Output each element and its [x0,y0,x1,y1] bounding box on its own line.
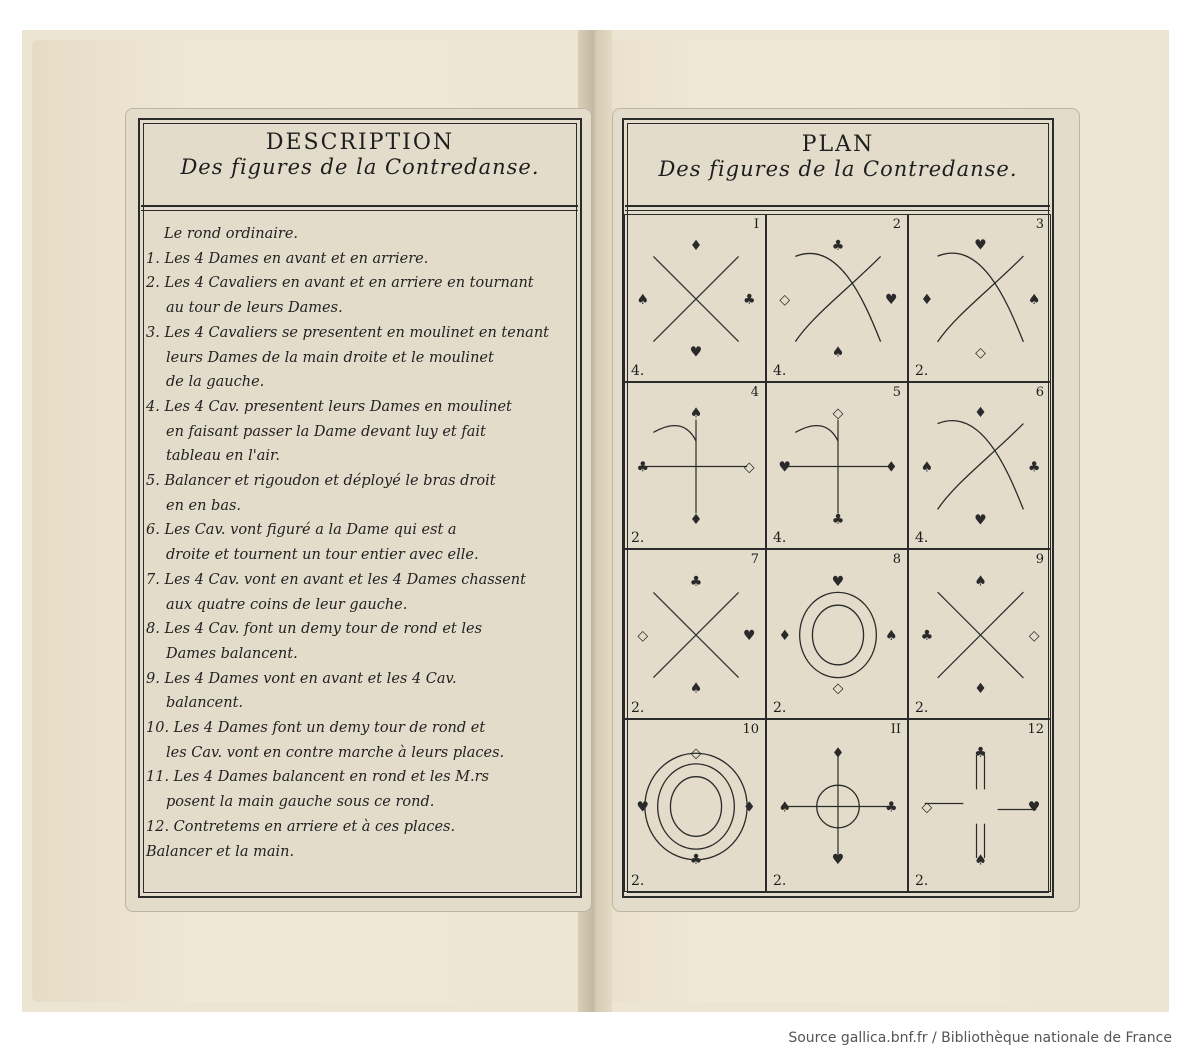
description-line: Dames balancent. [166,645,298,662]
dancer-mark: ♣ [742,292,756,308]
dancer-mark: ♦ [689,238,703,255]
dancer-mark: ♣ [636,459,650,476]
description-line: Le rond ordinaire. [164,226,299,242]
dancer-mark: ◇ [921,799,933,816]
dancer-mark: ♣ [689,574,703,591]
path-circle [645,753,747,860]
dancer-mark: ◇ [832,405,844,422]
path-curve [938,256,1024,342]
left-heading [140,130,580,179]
figure-diagram [909,720,1051,892]
path-curve [653,426,696,441]
figure-diagram [909,550,1051,719]
dancer-mark: ♦ [920,292,934,308]
figure-corner-mark: 2. [915,363,929,379]
dancer-mark: ♥ [689,344,703,361]
dancer-mark: ♥ [974,237,987,254]
dancer-mark: ♦ [778,628,792,644]
description-line: 10. Les 4 Dames font un demy tour de rond et [146,720,486,737]
dancer-mark: ♠ [920,459,934,476]
figure-number: 5 [892,385,901,400]
figure-corner-mark: 2. [915,700,929,716]
dancer-mark: ♥ [742,628,756,644]
figure-corner-mark: 4. [773,530,787,546]
heading-divider [625,205,1050,207]
description-line: 5. Balancer et rigoudon et déployé le bras droit [146,473,496,490]
path-curve [795,256,880,341]
dancer-mark: ♦ [884,459,898,476]
figure-diagram [767,383,908,549]
dancer-mark: ♣ [831,512,845,529]
description-line: au tour de leurs Dames. [166,300,343,317]
dancer-mark: ◇ [743,459,755,476]
description-line: 1. Les 4 Dames en avant et en arriere. [146,250,429,267]
description-line: 11. Les 4 Dames balancent en rond et les M.rs [146,769,489,786]
figure-corner-mark: 2. [631,700,645,716]
heading-divider-inner [141,210,578,211]
dancer-mark: ♦ [974,680,987,697]
figure-corner-mark: 4. [631,363,645,379]
figure-cell [908,549,1051,719]
dancer-mark: ♣ [1027,459,1041,476]
figure-corner-mark: 2. [631,530,645,546]
dancer-mark: ◇ [832,680,844,697]
dancer-mark: ♥ [778,459,792,476]
page-subtitle: Des figures de la Contredanse. [180,155,540,179]
figure-cell [766,214,908,382]
figure-number: 2 [892,217,901,232]
description-line: 12. Contretems en arriere et à ces places. [146,818,456,835]
path-circle [670,777,721,837]
description-line: en en bas. [166,497,242,514]
figure-corner-mark: 2. [915,873,929,889]
figure-cell [624,549,766,719]
dancer-mark: ♦ [974,405,987,422]
description-line: en faisant passer la Dame devant luy et fait [166,423,486,440]
figure-number: 6 [1035,385,1044,400]
figure-diagram [625,215,766,382]
figure-diagram [767,720,908,892]
dancer-mark: ♥ [974,512,987,529]
figure-cell [624,719,766,892]
description-line: droite et tournent un tour entier avec elle. [166,547,479,564]
dancer-mark: ♠ [974,852,987,869]
description-line: 3. Les 4 Cavaliers se presentent en moulinet en tenant [146,324,549,341]
figure-diagram [767,215,908,382]
description-line: 6. Les Cav. vont figuré a la Dame qui est a [146,522,457,539]
dancer-mark: ♥ [831,852,845,869]
figure-cell [766,549,908,719]
dancer-mark: ♥ [636,799,650,816]
figure-number: 12 [1027,722,1044,737]
dancer-mark: ♠ [1027,292,1041,308]
dancer-mark: ◇ [690,745,702,762]
dancer-mark: ♠ [689,405,703,422]
description-line: 2. Les 4 Cavaliers en avant et en arriere en tournant [146,275,534,292]
description-line: tableau en l'air. [166,448,280,465]
figure-cell [766,382,908,549]
figure-corner-mark: 2. [773,700,787,716]
figure-number: 3 [1035,217,1044,232]
dancer-mark: ♠ [636,292,650,308]
figure-plan-grid [624,214,1051,892]
figure-diagram [909,383,1051,549]
figure-corner-mark: 2. [773,873,787,889]
dancer-mark: ♥ [831,574,845,591]
figure-cell [766,719,908,892]
figure-corner-mark: 4. [773,363,787,379]
figure-diagram [909,215,1051,382]
figure-number: 8 [892,552,901,567]
description-line: Balancer et la main. [146,843,295,860]
figure-corner-mark: 2. [631,873,645,889]
dancer-mark: ♠ [689,680,703,697]
dancer-mark: ◇ [637,628,649,644]
figure-corner-mark: 4. [915,530,929,546]
dancer-mark: ◇ [975,344,986,361]
figure-number: 9 [1035,552,1044,567]
dancer-mark: ♦ [689,512,703,529]
description-line: aux quatre coins de leur gauche. [166,596,408,613]
dancer-mark: ♦ [831,745,845,762]
dancer-mark: ♣ [689,852,703,869]
dancer-mark: ♦ [742,799,756,816]
description-line: 8. Les 4 Cav. font un demy tour de rond et les [146,621,483,638]
figure-cell [624,214,766,382]
description-line: 4. Les 4 Cav. presentent leurs Dames en moulinet [146,398,512,415]
figure-cell [908,382,1051,549]
path-circle [812,605,863,665]
figure-number: 7 [750,552,759,567]
figure-cell [908,214,1051,382]
dancer-mark: ♠ [884,628,898,644]
dancer-mark: ◇ [779,292,791,308]
dancer-mark: ♣ [884,799,898,816]
description-line: 7. Les 4 Cav. vont en avant et les 4 Dames chassent [146,571,526,588]
dancer-mark: ♠ [974,573,987,590]
source-credit: Source gallica.bnf.fr / Bibliothèque nationale de France [788,1030,1172,1046]
figure-number: I [753,217,759,232]
heading-divider-inner [625,210,1050,211]
path-curve [938,424,1024,510]
figure-number: 10 [742,722,759,737]
figure-diagram [767,550,908,719]
path-curve [938,421,1024,510]
page-title: DESCRIPTION [265,130,455,155]
figure-diagram [625,383,766,549]
figure-diagram [625,550,766,719]
path-curve [795,426,838,441]
page-subtitle: Des figures de la Contredanse. [658,157,1018,181]
description-line: 9. Les 4 Dames vont en avant et les 4 Cav. [146,670,457,687]
dancer-mark: ♣ [831,238,845,255]
figure-number: 4 [750,385,759,400]
description-line: les Cav. vont en contre marche à leurs places. [166,744,505,761]
dancer-mark: ♥ [884,292,898,308]
figure-cell [624,382,766,549]
path-curve [795,253,880,341]
figure-description-list [146,222,576,864]
page-title: PLAN [801,132,875,157]
dancer-mark: ♠ [778,799,792,816]
dancer-mark: ◇ [1028,628,1040,644]
path-curve [938,253,1024,342]
description-line: balancent. [166,695,244,712]
dancer-mark: ♥ [1027,799,1041,816]
figure-number: II [890,722,901,737]
figure-diagram [625,720,766,892]
dancer-mark: ♣ [974,745,987,762]
description-line: posent la main gauche sous ce rond. [166,794,435,811]
dancer-mark: ♣ [920,628,934,644]
right-heading [624,132,1052,181]
figure-cell [908,719,1051,892]
description-line: de la gauche. [166,374,265,391]
dancer-mark: ♠ [831,344,845,361]
heading-divider [141,205,578,207]
description-line: leurs Dames de la main droite et le moulinet [166,349,494,366]
